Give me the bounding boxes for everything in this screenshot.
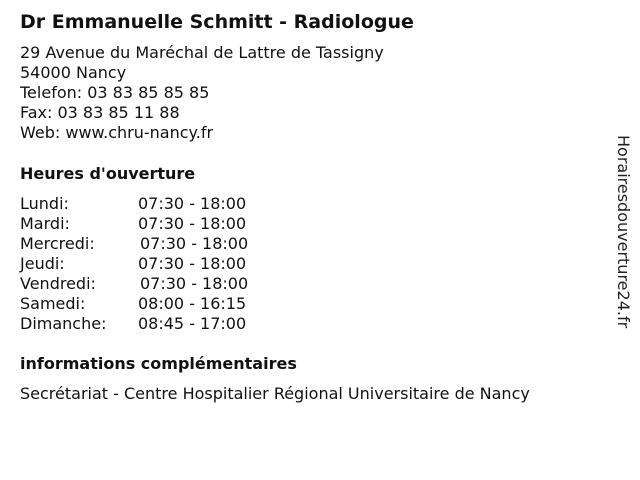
hours-row-dimanche [20, 314, 280, 334]
hours-row-mardi [20, 214, 280, 234]
additional-info-heading: informations complémentaires [20, 354, 297, 373]
hours-row-jeudi [20, 254, 280, 274]
website: Web: www.chru-nancy.fr [20, 123, 214, 142]
address-city: 54000 Nancy [20, 63, 127, 82]
side-brand-watermark: Horairesdouverture24.fr [614, 135, 633, 329]
time-range: 08:45 - 17:00 [138, 314, 247, 333]
day-label: Vendredi: [20, 274, 96, 293]
hours-row-lundi [20, 194, 280, 214]
day-label: Dimanche: [20, 314, 107, 333]
contact-block [20, 43, 384, 143]
time-range: 07:30 - 18:00 [140, 234, 249, 253]
time-range: 07:30 - 18:00 [138, 254, 247, 273]
time-range: 08:00 - 16:15 [138, 294, 247, 313]
hours-row-vendredi [20, 274, 280, 294]
time-range: 07:30 - 18:00 [138, 194, 247, 213]
hours-row-samedi [20, 294, 280, 314]
day-label: Lundi: [20, 194, 69, 213]
fax-number: Fax: 03 83 85 11 88 [20, 103, 180, 122]
day-label: Mardi: [20, 214, 70, 233]
opening-hours-list [20, 194, 280, 334]
time-range: 07:30 - 18:00 [140, 274, 249, 293]
address-street: 29 Avenue du Maréchal de Lattre de Tassigny [20, 43, 384, 62]
page-title: Dr Emmanuelle Schmitt - Radiologue [20, 11, 414, 33]
hours-row-mercredi [20, 234, 280, 254]
phone-number: Telefon: 03 83 85 85 85 [20, 83, 210, 102]
additional-info-text: Secrétariat - Centre Hospitalier Régional Universitaire de Nancy [20, 384, 530, 403]
day-label: Jeudi: [20, 254, 65, 273]
day-label: Mercredi: [20, 234, 95, 253]
day-label: Samedi: [20, 294, 86, 313]
opening-hours-heading: Heures d'ouverture [20, 164, 196, 183]
time-range: 07:30 - 18:00 [138, 214, 247, 233]
